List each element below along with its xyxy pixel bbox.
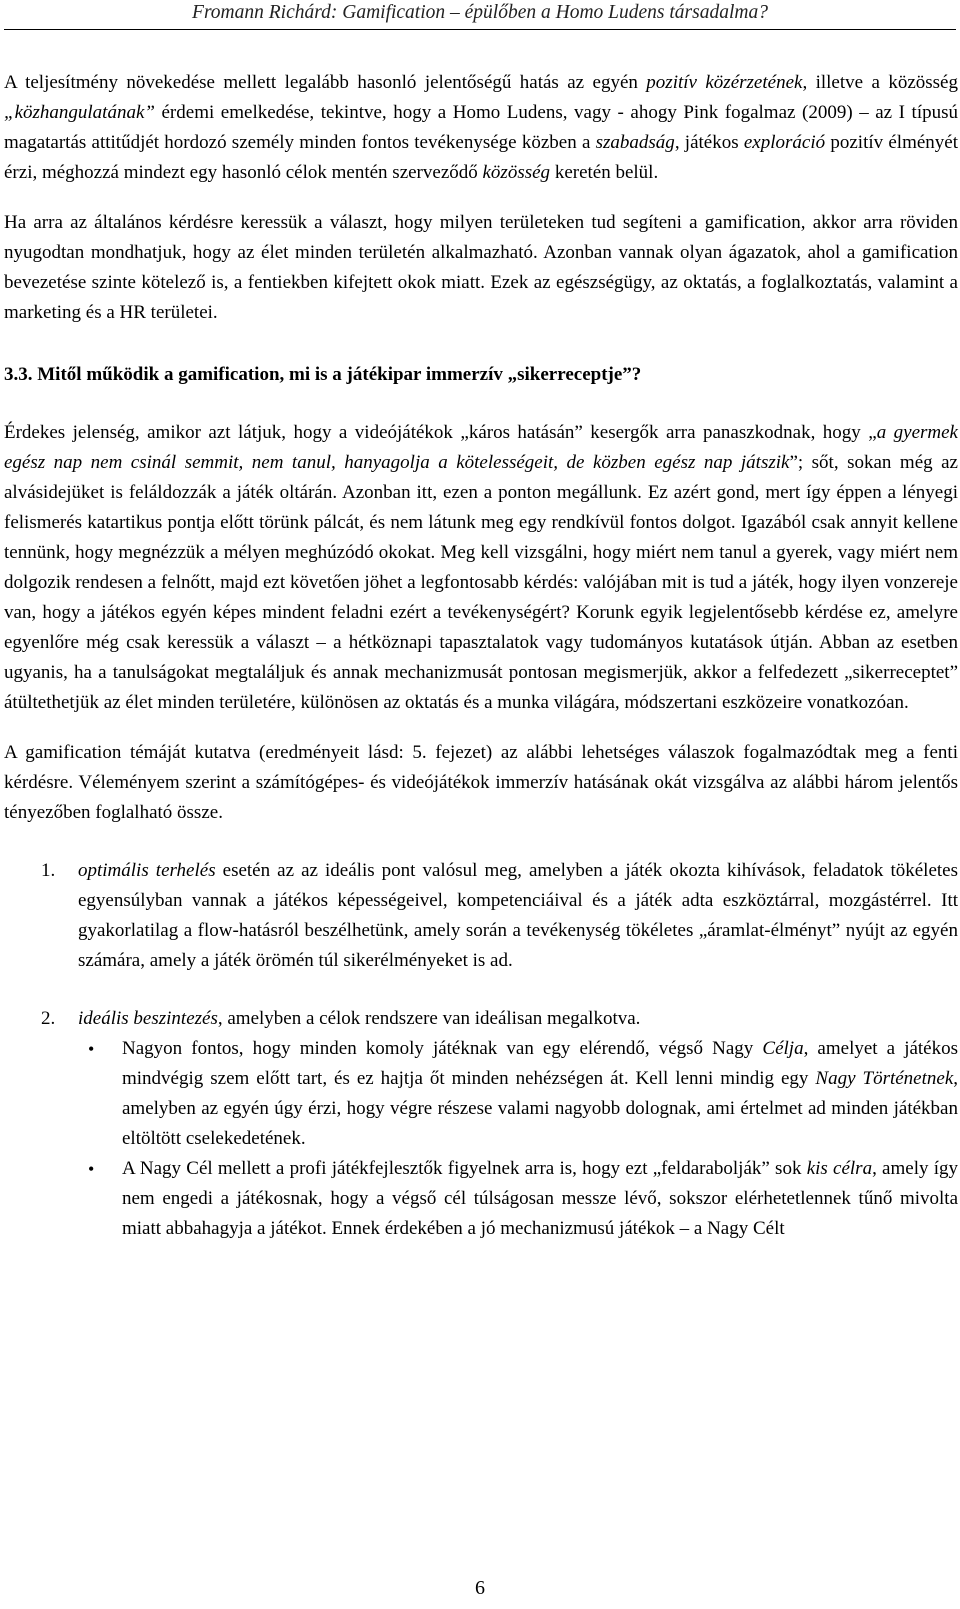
header-rule	[4, 29, 956, 30]
list-item-number: 1.	[41, 860, 56, 881]
list-item-number: 2.	[41, 1008, 56, 1029]
italic-emphasis: Célja	[762, 1038, 804, 1059]
italic-emphasis: Nagy Történetnek	[815, 1068, 954, 1089]
bullet-item-text: A Nagy Cél mellett a profi játékfejlesztők figyelnek arra is, hogy ezt „feldarabolják” sok kis célra, amely így nem engedi a játékosnak, hogy a végső cél túlságosan messze lévő, sokszor elérhetetlennek tűnő mivolta miatt abbahagyja a játékot. Ennek érdekében a jó mechanizmusú játékok – a Nagy Célt	[122, 1158, 958, 1239]
italic-emphasis: „közhangulatának”	[4, 102, 155, 123]
list-item-ideal-leveling	[4, 1004, 958, 1034]
page-content	[4, 68, 958, 1244]
italic-emphasis: közösség	[482, 162, 551, 183]
running-header: Fromann Richárd: Gamification – épülőben a Homo Ludens társadalma?	[192, 2, 768, 23]
section-heading: 3.3. Mitől működik a gamification, mi is a játékipar immerzív „sikerreceptje”?	[4, 364, 642, 385]
bullet-item-text: Nagyon fontos, hogy minden komoly játéknak van egy elérendő, végső Nagy Célja, amelyet a játékos mindvégig szem előtt tart, és ez hajtja őt minden nehézségen át. Kell lenni mindig egy Nagy Történetnek, amelyben az egyén úgy érzi, hogy végre részese valami nagyobb dolognak, ami értelmet ad minden játékban eltöltött cselekedetének.	[122, 1038, 959, 1149]
italic-emphasis: ideális beszintezés	[78, 1008, 218, 1029]
list-item-optimal-load	[4, 856, 958, 976]
bullet-item-small-goals	[4, 1154, 958, 1244]
paragraph-wellbeing: A teljesítmény növekedése mellett legalább hasonló jelentőségű hatás az egyén pozitív közérzetének, illetve a közösség „közhangulatának” érdemi emelkedése, tekintve, hogy a Homo Ludens, vagy - ahogy Pink fogalmaz (2009) – az I típusú magatartás attitűdjét hordozó személy minden fontos tevékenysége közben a szabadság, játékos exploráció pozitív élményét érzi, méghozzá mindezt egy hasonló célok mentén szerveződő közösség keretén belül.	[4, 72, 959, 183]
italic-emphasis: pozitív közérzetének	[646, 72, 803, 93]
paragraph-application-areas: Ha arra az általános kérdésre keressük a választ, hogy milyen területeken tud segíteni a gamification, akkor arra röviden nyugodtan mondhatjuk, hogy az élet minden területén alkalmazható. Azonban vannak olyan ágazatok, ahol a gamification bevezetése szinte kötelező is, a fentiekben kifejtett okok miatt. Ezek az egészségügy, az oktatás, a foglalkoztatás, valamint a marketing és a HR területei.	[4, 212, 958, 323]
paragraph-success-recipe: Érdekes jelenség, amikor azt látjuk, hogy a videójátékok „káros hatásán” kesergők arra panaszkodnak, hogy „a gyermek egész nap nem csinál semmit, nem tanul, hanyagolja a kötelességeit, de közben egész nap játszik”; sőt, sokan még az alvásidejüket is feláldozzák a játék oltárán. Azonban itt, ezen a ponton megállunk. Ez azért gond, mert így éppen a lényegi felismerés katartikus pontja előtt törünk pálcát, és nem látunk meg egy rendkívül fontos dolgot. Igazából csak annyit kellene tennünk, hogy megnézzük a mélyen meghúzódó okokat. Meg kell vizsgálni, hogy miért nem tanul a gyerek, vagy miért nem dolgozik rendesen a felnőtt, majd ezt követően jöhet a legfontosabb kérdés: valójában mit is tud a játék, hogy ilyen vonzereje van, hogy a játékos egyén képes mindent feladni ezért a tevékenységért? Korunk egyik legjelentősebb kérdése ez, amelyre egyenlőre még csak keressük a választ – a hétköznapi tapasztalatok vagy tudományos kutatások útján. Abban az esetben ugyanis, ha a tanulságokat megtaláljuk és annak mechanizmusát pontosan megismerjük, akkor a felfedezett „sikerreceptet” átültethetjük az élet minden területére, különösen az oktatás és a munka világára, módszertani eszközeire vonatkozóan.	[4, 422, 958, 713]
italic-emphasis: exploráció	[743, 132, 826, 153]
bullet-icon: •	[88, 1039, 95, 1059]
italic-emphasis: optimális terhelés	[78, 860, 216, 881]
italic-emphasis: a gyermek egész nap nem csinál semmit, nem tanul, hanyagolja a kötelességeit, de közben egész nap játszik	[4, 422, 958, 473]
bullet-icon: •	[88, 1159, 95, 1179]
list-item-text: optimális terhelés esetén az az ideális pont valósul meg, amelyben a játék okozta kihívások, feladatok tökéletes egyensúlyban vannak a játékos képességeivel, kompetenciáival és a játék adta eszköztárral, mozgástérrel. Itt gyakorlatilag a flow-hatásról beszélhetünk, amely során a tevékenység tökéletes „áramlat-élményt” nyújt az egyén számára, amely a játék örömén túl sikerélményeket is ad.	[78, 860, 958, 971]
bullet-item-big-goal	[4, 1034, 958, 1154]
paragraph-research-answers: A gamification témáját kutatva (eredményeit lásd: 5. fejezet) az alábbi lehetséges válaszok fogalmazódtak meg a fenti kérdésre. Véleményem szerint a számítógépes- és videójátékok immerzív hatásának okát vizsgálva az alábbi három jelentős tényezőben foglalható össze.	[4, 742, 958, 823]
italic-emphasis: kis célra	[806, 1158, 873, 1179]
list-item-text: ideális beszintezés, amelyben a célok rendszere van ideálisan megalkotva.	[78, 1008, 641, 1029]
page-number: 6	[475, 1577, 485, 1599]
italic-emphasis: szabadság	[595, 132, 675, 153]
